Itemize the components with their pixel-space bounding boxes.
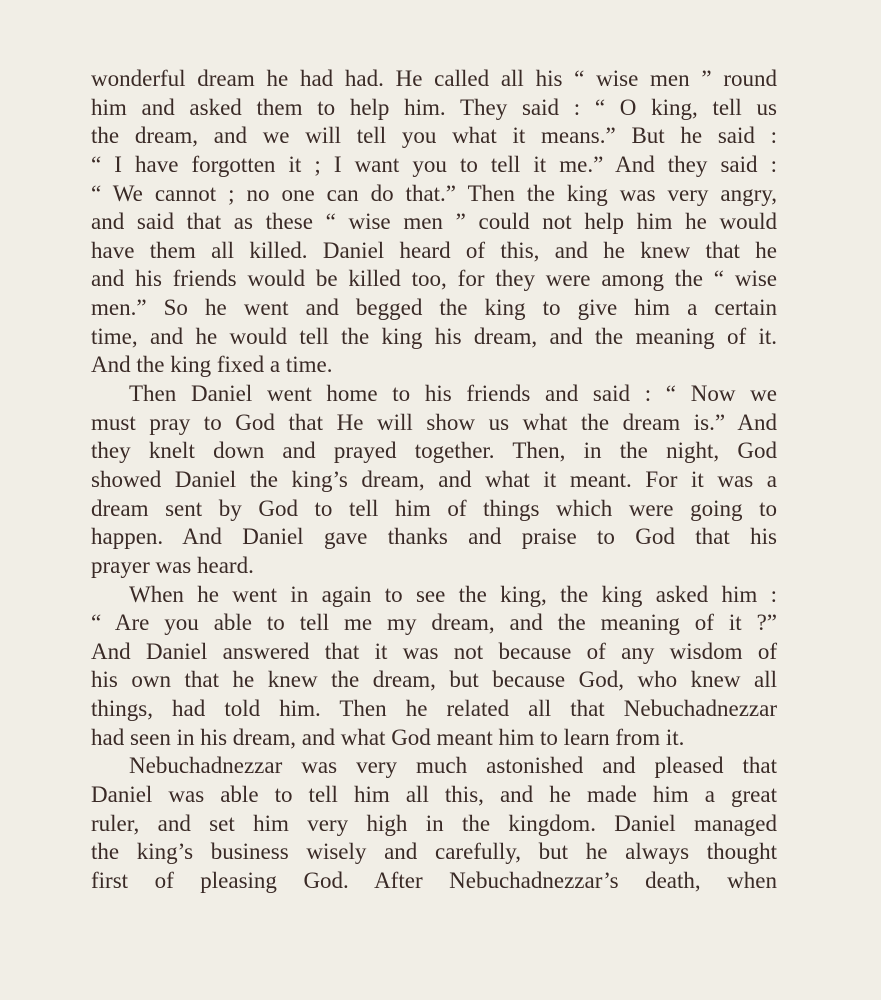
text-line: the king’s business wisely and carefully, but he always thought	[91, 839, 777, 865]
text-line: “ We cannot ; no one can do that.” Then the king was very angry,	[91, 180, 777, 206]
text-line: have them all killed. Daniel heard of this, and he knew that he	[91, 237, 777, 263]
text-line: and his friends would be killed too, for they were among the “ wise	[91, 266, 777, 292]
text-line: And Daniel answered that it was not because of any wisdom of	[91, 638, 777, 664]
text-line: things, had told him. Then he related all that Nebuchadnezzar	[91, 696, 777, 722]
text-line: prayer was heard.	[91, 552, 254, 578]
text-line: When he went in again to see the king, the king asked him :	[129, 581, 777, 607]
text-line: wonderful dream he had had. He called all his “ wise men ” round	[91, 66, 777, 91]
text-line: “ I have forgotten it ; I want you to tell it me.” And they said :	[91, 151, 777, 177]
body-text	[91, 65, 777, 896]
text-line: first of pleasing God. After Nebuchadnezzar’s death, when	[91, 867, 777, 893]
text-line: must pray to God that He will show us what the dream is.” And	[91, 409, 777, 435]
text-line: and said that as these “ wise men ” could not help him he would	[91, 209, 777, 235]
text-line: Then Daniel went home to his friends and said : “ Now we	[129, 381, 777, 407]
text-line: men.” So he went and begged the king to give him a certain	[91, 295, 777, 321]
text-line: Nebuchadnezzar was very much astonished and pleased that	[129, 753, 777, 779]
text-line: “ Are you able to tell me my dream, and the meaning of it ?”	[91, 610, 777, 636]
text-line: had seen in his dream, and what God meant him to learn from it.	[91, 724, 685, 750]
text-line: And the king fixed a time.	[91, 352, 333, 378]
text-line: showed Daniel the king’s dream, and what it meant. For it was a	[91, 466, 777, 492]
text-line: dream sent by God to tell him of things which were going to	[91, 495, 777, 521]
text-line: his own that he knew the dream, but because God, who knew all	[91, 667, 777, 693]
text-line: ruler, and set him very high in the kingdom. Daniel managed	[91, 810, 777, 836]
text-line: time, and he would tell the king his dream, and the meaning of it.	[91, 323, 777, 349]
text-line: happen. And Daniel gave thanks and praise to God that his	[91, 524, 777, 550]
text-line: him and asked them to help him. They said : “ O king, tell us	[91, 94, 777, 120]
text-line: the dream, and we will tell you what it means.” But he said :	[91, 123, 777, 149]
text-line: they knelt down and prayed together. Then, in the night, God	[91, 438, 777, 464]
text-line: Daniel was able to tell him all this, and he made him a great	[91, 782, 777, 808]
